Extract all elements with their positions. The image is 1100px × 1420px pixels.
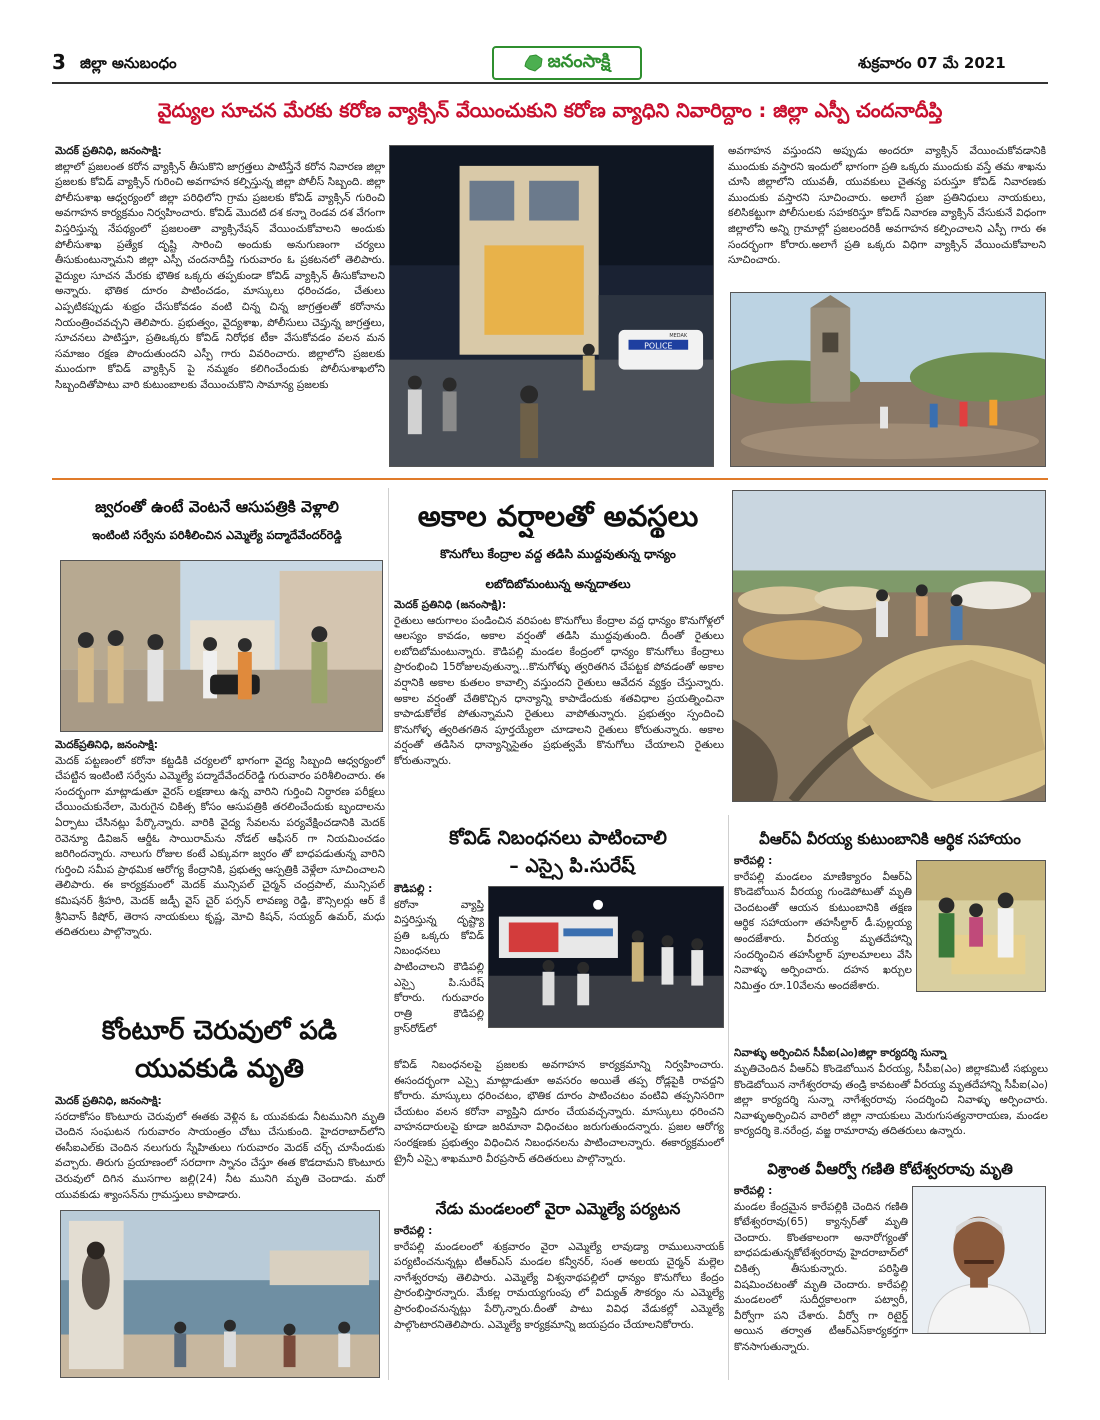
section-divider (52, 478, 1048, 480)
covid-rules-headline-2: – ఎస్సై పి.సురేష్ (509, 855, 635, 877)
lake-story-body (55, 1094, 385, 1204)
retired-vro-dateline: కారేపల్లి : (734, 1185, 773, 1197)
fever-story-dateline: మెదక్‌ప్రతినిధి, జనంసాక్షి: (55, 739, 158, 751)
vra-aid-subhead: నివాళ్ళు అర్పించిన సీపీఐ(ఎం)జిల్లా కార్యదర్శి సున్నా (734, 1047, 947, 1059)
rain-story-subhead-1: కొనుగోలు కేంద్రాల వద్ద తడిసి ముద్దవుతున్న ధాన్యం (440, 547, 676, 561)
page-number: 3 (52, 50, 66, 74)
covid-rules-dateline: కౌడిపల్లి : (394, 883, 433, 895)
covid-rules-body-wide: కోవిడ్ నిబంధనలపై ప్రజలకు అవగాహన కార్యక్రమాన్ని నిర్వహించారు. ఈసందర్భంగా ఎస్సై మాట్లాడుతూ అవసరం అయితే తప్ప రోడ్లపైకి రావద్దని కోరారు. మాస్కులు ధరించటం, భౌతిక దూరం పాటించటం వంటివి తప్పనిసరిగా చేయటం వలన కరోనా వ్యాప్తిని దూరం చేయవచ్చన్నారు. మాస్కులు ధరించని వాహనదారులపై కూడా జరిమానా విధించటం జరుగుతుందన్నారు. ప్రజల ఆరోగ్య సంరక్షణకు ప్రభుత్వం విధించిన నిబంధనలను పాటించాలన్నారు. ఈకార్యక్రమంలో ట్రైనీ ఎస్సై శాఖమూరి వీరప్రసాద్ తదితరులు పాల్గొన్నారు. (394, 1059, 724, 1165)
top-story-text-left: జిల్లాలో ప్రజలంత కరోన వ్యాక్సిన్ తీసుకొని జాగ్రత్తలు పాటిస్తేనే కరోన నివారణ జిల్లా ప్రజలకు కోవిడ్ వ్యాక్సిన్ గురించి అవగాహన కల్పిస్తున్న జిల్లా పోలీస్ సిబ్బంది. జిల్లా పోలీసుశాఖ ఆధ్వర్యంలో జిల్లా పరిధిలోని గ్రామ ప్రజలకు కోవిడ్ వ్యాక్సిన్ గురించి అవగాహన కార్యక్రమం నిర్వహించారు. కోవిడ్ మొదటి దశ కన్నా రెండవ దశ వేగంగా విస్తరిస్తున్న నేపథ్యంలో ప్రజలంతా వ్యాక్సినేషన్ వేయించుకోవాలని అందుకు పోలీసుశాఖ ప్రత్యేక దృష్టి సారించి అందుకు అనుగుణంగా చర్యలు తీసుకుంటున్నామని జిల్లా ఎస్పీ చందనాదీప్తి గురువారం ఓ ప్రకటనలో తెలిపారు. వైద్యుల సూచన మేరకు భౌతిక ఒక్కరు తప్పకుండా కోవిడ్ వ్యాక్సిన్ తీసుకోవాలని అన్నారు. భౌతిక దూరం పాటించడం, మాస్కులు ధరించడం, చేతులు ఎప్పటికప్పుడు శుభ్రం చేసుకోవడం వంటి చిన్న చిన్న జాగ్రత్తలతో కరోనాను నియంత్రించవచ్చని తెలిపారు. ప్రభుత్వం, వైద్యశాఖ, పోలీసులు చెప్తున్న జాగ్రత్తలు, సూచనలు పాటిస్తూ, ప్రతిఒక్కరు కోవిడ్ నిరోధక టీకా వేసుకోవడం వలన మన సమాజం రక్షణ పొందుతుందని ఎస్పీ గారు వివరించారు. జిల్లాలోని ప్రజలకు ముందుగా కోవిడ్ వ్యాక్సిన్ పై నమ్మకం కలిగించేందుకు పోలీసుశాఖలోని సిబ్బందితోపాటు వారి కుటుంబాలకు వేయించుకొని సామాన్య ప్రజలకు (55, 160, 385, 391)
retired-vro-headline: విశ్రాంత వీఆర్వో గణితి కోటేశ్వరరావు మృతి (767, 1160, 1013, 1178)
mla-story-dateline: కారేపల్లి : (394, 1225, 433, 1237)
top-story-body-right: అవగాహన వస్తుందని అప్పుడు అందరూ వ్యాక్సిన్ వేయించుకోవడానికి ముందుకు వస్తారని ఇందులో భాగంగా ప్రతి ఒక్కరు ముందుకు వస్తే తమ శాఖను చూసి జిల్లాలోని యువతీ, యువకులు చైతన్య పరుస్తూ కోవిడ్ నివారణకు ముందుకు వస్తారని సూచించారు. అలాగే ప్రజా ప్రతినిధులు నాయకులు, కలిసికట్టుగా పోలీసులకు సహకరిస్తూ కోవిడ్ నివారణ వ్యాక్సిన్ వేసుకునే విధంగా జిల్లాలోని అన్ని గ్రామాల్లో ప్రజలందరికీ అవగాహన కల్పించాలని ఎస్పీ గారు ఈ సందర్భంగా కోరారు.అలాగే ప్రతి ఒక్కరు విధిగా వ్యాక్సిన్ వేయించుకోవాలని సూచించారు. (728, 145, 1046, 267)
police-van-small-text: MEDAK (669, 332, 688, 339)
lake-story-text: సరదాకోసం కొంటూరు చెరువులో ఈతకు వెళ్లిన ఓ యువకుడు నీటమునిగి మృతి చెందిన సంఘటన గురువారం సాయంత్రం చోటు చేసుకుంది. హైదరాబాద్‌లోని ఈసీఐఎల్‌కు చెందిన నలుగురు స్నేహితులు గురువారం మెదక్ చర్చ్ చూసేందుకు వచ్చారు. తిరుగు ప్రయాణంలో సరదాగా స్నానం చేస్తూ ఈత కొడదామని కొంటూరు చెరువులో దిగిన ముసగాల జల్లి(24) నీట మునిగి మృతి చెందాడు. మరో యువకుడు శ్యాంసన్‌ను గ్రామస్తులు కాపాడారు. (55, 1110, 385, 1201)
aid-handover-photo (916, 860, 1046, 992)
column-divider-left (388, 488, 389, 1380)
rain-story-subhead-2: లబోదిబోమంటున్న అన్నదాతలు (485, 577, 631, 591)
issue-date: శుక్రవారం 07 మే 2021 (858, 54, 1006, 72)
vra-aid-text-narrow: కారేపల్లి మండలం మాణిక్యారం వీఆర్‌ఏ కొండెబోయిన వీరయ్య గుండెపోటుతో మృతి చెందటంతో ఆయన కుటుంబానికి తక్షణ ఆర్థిక సహాయంగా తహసీల్దార్ డీ.పుల్లయ్య అందజేశారు. వీరయ్య మృతదేహాన్ని సందర్శించిన తహసీల్దార్ పూలమాలలు వేసి నివాళ్ళు అర్పించారు. దహన ఖర్చుల నిమిత్తం రూ.10వేలను అందజేశారు. (734, 870, 912, 992)
vra-aid-dateline: కారేపల్లి : (734, 855, 773, 867)
rain-story-body (394, 598, 724, 802)
vra-aid-headline: వీఆర్ఏ వీరయ్య కుటుంబానికి ఆర్థిక సహాయం (759, 830, 1021, 848)
masthead-title: జనంసాక్షి (547, 50, 611, 72)
top-story-body-left (55, 144, 385, 466)
lake-story-headline-1: కోంటూర్ చెరువులో పడి (101, 1016, 338, 1046)
lake-story-dateline: మెదక్ ప్రతినిధి, జనంసాక్షి: (55, 1095, 162, 1107)
fever-story-headline: జ్వరంతో ఉంటే వెంటనే ఆసుపత్రికి వెళ్లాలి (95, 498, 339, 516)
vra-aid-body-narrow (734, 854, 912, 1046)
retired-vro-body (734, 1184, 908, 1364)
police-awareness-photo (389, 145, 714, 467)
tower-gathering-photo (730, 292, 1046, 467)
fever-story-body (55, 738, 385, 1010)
mla-story-headline: నేడు మండలంలో వైరా ఎమ్మెల్యే పర్యటన (435, 1200, 681, 1218)
lake-drowning-photo (60, 1210, 380, 1378)
header-rule (52, 82, 1048, 84)
covid-rules-text-narrow: కరోనా వ్యాప్తి విస్తరిస్తున్న దృష్ట్యా ప్రతి ఒక్కరు కోవిడ్ నిబంధనలు పాటించాలని కౌడిపల్లి ఎస్సై పి.సురేష్ కోరారు. గురువారం రాత్రి కౌడిపల్లి క్రాస్‌రోడ్‌లో (394, 898, 484, 1036)
masthead (492, 46, 642, 80)
top-story-headline: వైద్యుల సూచన మేరకు కరోణ వ్యాక్సిన్ వేయించుకుని కరోణ వ్యాధిని నివారిద్దాం : జిల్లా ఎస్పీ చందనాదీప్తి (157, 99, 943, 122)
rain-story-headline: అకాల వర్షాలతో అవస్థలు (417, 499, 699, 533)
rain-story-text: రైతులు ఆరుగాలం పండించిన వరిపంట కొనుగోలు కేంద్రాల వద్ద ధాన్యం కొనుగోళ్లలో ఆలస్యం కావడం, అకాల వర్షంతో తడిసి ముద్దవుతుంది. దీంతో రైతులు లబోదిబోమంటున్నారు. కౌడిపల్లి మండల కేంద్రంలో ధాన్యం కొనుగోలు కేంద్రాలు ప్రారంభించి 15రోజులవుతున్నా...కొనుగోళ్ళు త్వరితగిన చేపట్టక పోవడంతో అకాల వర్షానికి అకాల కుతలం కావాల్సి వస్తుందని రైతులు ఆవేదన వ్యక్తం చేస్తున్నారు. అకాల వర్షంతో చేతికొచ్చిన ధాన్యాన్ని కాపాడేందుకు శతవిధాల ప్రయత్నించినా కాపాడుకోలేక పోతున్నామని రైతులు వాపోతున్నారు. ప్రభుత్వం స్పందించి కొనుగోళ్ళ త్వరితగతిన పూర్తయ్యేలా చూడాలని రైతులు కోరుతున్నారు. అకాల వర్షంతో తడిసిన ధాన్యాన్నిసైతం ప్రభుత్వమే కొనుగోలు చేయాలని రైతులు కోరుతున్నారు. (394, 614, 724, 767)
retired-vro-text: మండల కేంద్రమైన కారేపల్లికి చెందిన గణితి కోటేశ్వరరావు(65) క్యాన్సర్‌తో మృతి చెందారు. కొంతకాలంగా అనారోగ్యంతో బాధపడుతున్నకోటేశ్వరరావు హైదరాబాద్‌లో చికిత్స తీసుకున్నారు. పరిస్థితి విషమించటంతో మృతి చెందారు. కారేపల్లి మండలంలో సుదీర్ఘకాలంగా పట్వారీ, వీర్వోగా పని చేశారు. వీర్వో గా రిటైర్డ్ అయిన తర్వాత టీఆర్‌ఎస్‌కార్యకర్తగా కొనసాగుతున్నారు. (734, 1200, 908, 1353)
section-name: జిల్లా అనుబంధం (80, 54, 177, 72)
police-van-sign: POLICE (644, 341, 673, 351)
fever-story-text: మెదక్ పట్టణంలో కరోనా కట్టడికి చర్యలలో భాగంగా వైద్య సిబ్బంది ఆధ్వర్యంలో చేపట్టిన ఇంటింటి సర్వేను ఎమ్మెల్యే పద్మాదేవేందర్‌రెడ్డి గురువారం పరిశీలించారు. ఈ సందర్భంగా మాట్లాడుతూ వైరస్ లక్షణాలు ఉన్న వారిని గుర్తించి నిర్ధారణ పరీక్షలు చేయించుకునేలా, మెరుగైన చికిత్స కోసం ఆసుపత్రికి తరలించేందుకు బృందాలను ఏర్పాటు చేసినట్లు పేర్కొన్నారు. వారికి వైద్య సేవలను పర్యవేక్షించడానికి మెదక్ రెవెన్యూ డివిజన్ ఆర్డీఓ సాయిరామ్‌ను నోడల్ ఆఫీసర్ గా నియమించడం జరిగిందన్నారు. నాలుగు రోజుల కంటే ఎక్కువగా జ్వరం తో బాధపడుతున్న వారిని గుర్తించి సమీప ప్రాథమిక ఆరోగ్య కేంద్రానికి, ప్రభుత్వ ఆస్పత్రికి వెళ్లేలా సూచించాలని తెలిపారు. ఈ కార్యక్రమంలో మెదక్ మున్సిపల్ చైర్మన్ చంద్రపాల్, మున్సిపల్ కమిషనర్ శ్రీహరి, మెదక్ జడ్పీ వైస్ చైర్ పర్సన్ లావణ్య రెడ్డి, కౌన్సిలర్లు ఆర్ కే శ్రీనివాస్ కిషోర్, తెరాస నాయకులు కృష్ణ, మోచి కిషన్, సయ్యద్ ఉమర్, మధు తదితరులు పాల్గొన్నారు. (55, 754, 385, 939)
mla-story-text: కారేపల్లి మండలంలో శుక్రవారం వైరా ఎమ్మెల్యే లావుడ్యా రాములునాయక్ పర్యటించనున్నట్లు టీఆర్‌ఎస్ మండల కన్వీనర్, సంత అలయ చైర్మన్ మల్లెల నాగేశ్వరరావు తెలిపారు. ఎమ్మెల్యే విశ్వనాథపల్లిలో ధాన్యం కొనుగోలు కేంద్రం ప్రారంభిస్తారన్నారు. మేకల్ల రామయ్యగుంపు లో విద్యుత్ సౌకర్యం ను ఎమ్మెల్యే ప్రారంభించనున్నట్లు పేర్కొన్నారు.దీంతో పాటు వివిధ వేడుకల్లో ఎమ్మెల్యే పాల్గొంటారనితెలిపారు. ఎమ్మెల్యే కార్యక్రమాన్ని జయప్రదం చేయాలనికోరారు. (394, 1240, 724, 1331)
covid-rules-body-narrow (394, 882, 484, 1060)
mla-story-body (394, 1224, 724, 1364)
night-awareness-photo (488, 886, 724, 1028)
house-survey-photo (60, 560, 383, 732)
top-story-dateline: మెదక్ ప్రతినిధి, జనంసాక్షి: (55, 145, 162, 157)
covid-rules-headline-1: కోవిడ్ నిబంధనలు పాటించాలి (449, 827, 667, 849)
wet-paddy-photo (732, 490, 1046, 802)
retired-vro-portrait (912, 1186, 1046, 1334)
lake-story-headline-2: యువకుడి మృతి (134, 1054, 304, 1084)
rain-story-dateline: మెదక్ ప్రతినిధి (జనంసాక్షి): (394, 599, 507, 611)
column-divider-right (728, 815, 729, 1380)
fever-story-subhead: ఇంటింటి సర్వేను పరిశీలించిన ఎమ్మెల్యే పద్మాదేవేందర్‌రెడ్డి (92, 528, 342, 542)
vra-aid-body-wide: మృతిచెందిన వీఆర్‌ఏ కొండెబోయిన వీరయ్య, సీపీఐ(ఎం) జిల్లాకమిటీ సభ్యులు కొండెబోయిన నాగేశ్వరరావు తండ్రి కావటంతో వీరయ్య మృతదేహాన్ని సీపీఐ(ఎం) జిల్లా కార్యదర్శి సున్నా నాగేశ్వరరావు సందర్శించి నివాళ్ళు అర్పించారు. నివాళ్ళుఅర్పించిన వారిలో జిల్లా నాయకులు మెరుగుసత్యనారాయణ, మండల కార్యదర్శి కె.నరేంద్ర, వజ్జ రామారావు తదితరులు ఉన్నారు. (734, 1063, 1048, 1138)
telangana-map-icon (524, 54, 544, 72)
